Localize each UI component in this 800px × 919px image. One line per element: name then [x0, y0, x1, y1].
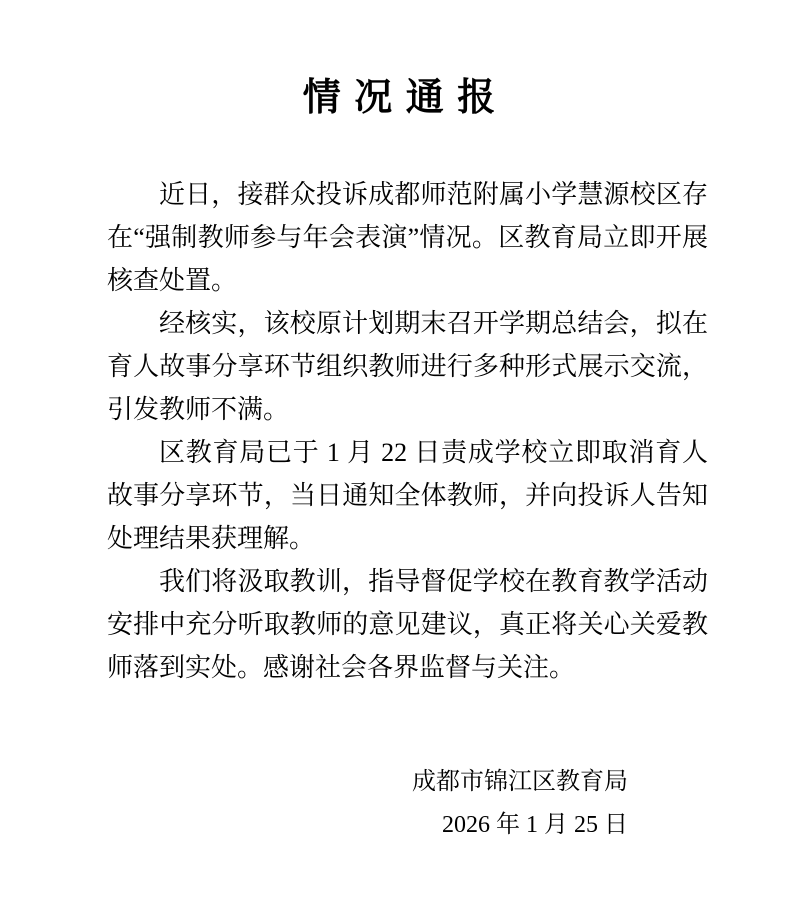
issue-date: 2026 年 1 月 25 日: [442, 812, 628, 838]
issuer-signature: 成都市锦江区教育局: [412, 769, 628, 795]
document-title: 情 况 通 报: [302, 77, 498, 119]
signature-block: [0, 761, 800, 847]
document-body: [0, 173, 800, 689]
paragraph-verification-result: 经核实，该校原计划期末召开学期总结会，拟在育人故事分享环节组织教师进行多种形式展示交流，引发教师不满。: [107, 309, 708, 424]
paragraph-lessons-and-thanks: 我们将汲取教训，指导督促学校在教育教学活动安排中充分听取教师的意见建议，真正将关心关爱教师落到实处。感谢社会各界监督与关注。: [107, 567, 708, 682]
paragraph-corrective-action: 区教育局已于 1 月 22 日责成学校立即取消育人故事分享环节，当日通知全体教师，并向投诉人告知处理结果获理解。: [107, 438, 708, 553]
paragraph-complaint-received: 近日，接群众投诉成都师范附属小学慧源校区存在“强制教师参与年会表演”情况。区教育局立即开展核查处置。: [107, 180, 708, 295]
